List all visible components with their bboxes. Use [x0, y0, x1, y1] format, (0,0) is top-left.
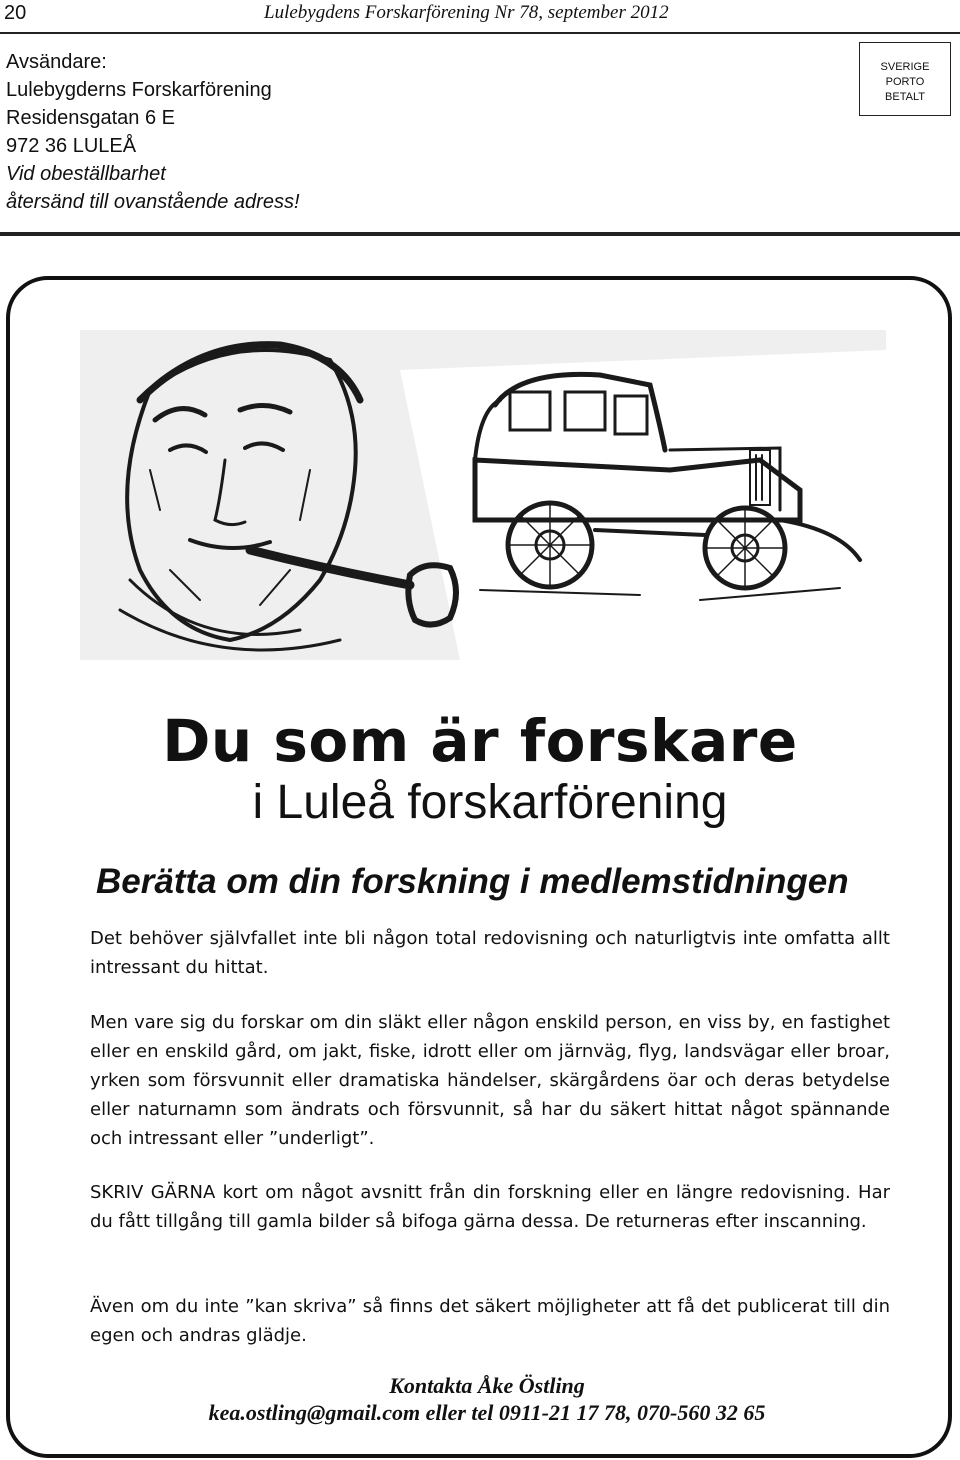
postage-paid-stamp	[859, 42, 951, 116]
page-number: 20	[4, 2, 27, 24]
stamp-line-1: SVERIGE	[880, 61, 930, 73]
sender-street: Residensgatan 6 E	[6, 107, 176, 129]
ad-tagline: Berätta om din forskning i medlemstidningen	[96, 862, 849, 901]
sender-label: Avsändare:	[6, 51, 107, 73]
sender-address-block	[6, 48, 300, 216]
ad-headline: Du som är forskare	[162, 707, 798, 775]
running-head: Lulebygdens Forskarförening Nr 78, september 2012	[264, 2, 669, 23]
contact-details: kea.ostling@gmail.com eller tel 0911-21 17 78, 070-560 32 65	[208, 1400, 766, 1425]
ad-paragraph-1: Det behöver självfallet inte bli någon total redovisning och naturligtvis inte omfatta allt intressant du hittat.	[90, 928, 890, 978]
sender-city: 972 36 LULEÅ	[6, 135, 137, 157]
header-divider	[0, 32, 960, 34]
address-divider	[0, 232, 960, 236]
stamp-line-3: BETALT	[885, 91, 925, 103]
contact-name: Kontakta Åke Östling	[389, 1373, 585, 1398]
sketch-illustration	[80, 330, 886, 660]
contact-block	[0, 1372, 960, 1426]
ad-paragraph-3: SKRIV GÄRNA kort om något avsnitt från din forskning eller en längre redovisning. Har du fått tillgång till gamla bilder så bifoga gärna dessa. De returneras efter inscanning.	[90, 1182, 890, 1232]
stamp-line-2: PORTO	[885, 76, 925, 88]
ad-paragraph-2: Men vare sig du forskar om din släkt eller någon enskild person, en viss by, en fastighet eller en enskild gård, om jakt, fiske, idrott eller om järnväg, flyg, landsvägar eller broar, yrken som försvunnit eller dramatiska händelser, skärgårdens öar och deras betydelse eller naturnamn som ändrats och försvunnit, så har du säkert hittat något spännande och intressant eller ”underligt”.	[90, 1012, 890, 1149]
sender-organization: Lulebygderns Forskarförening	[6, 79, 272, 101]
ad-subheadline: i Luleå forskarförening	[252, 776, 728, 829]
return-instruction-line1: Vid obeställbarhet	[6, 163, 166, 185]
ad-paragraph-4: Även om du inte ”kan skriva” så finns det säkert möjligheter att få det publicerat till din egen och andras glädje.	[90, 1296, 890, 1346]
return-instruction-line2: återsänd till ovanstående adress!	[6, 191, 300, 213]
